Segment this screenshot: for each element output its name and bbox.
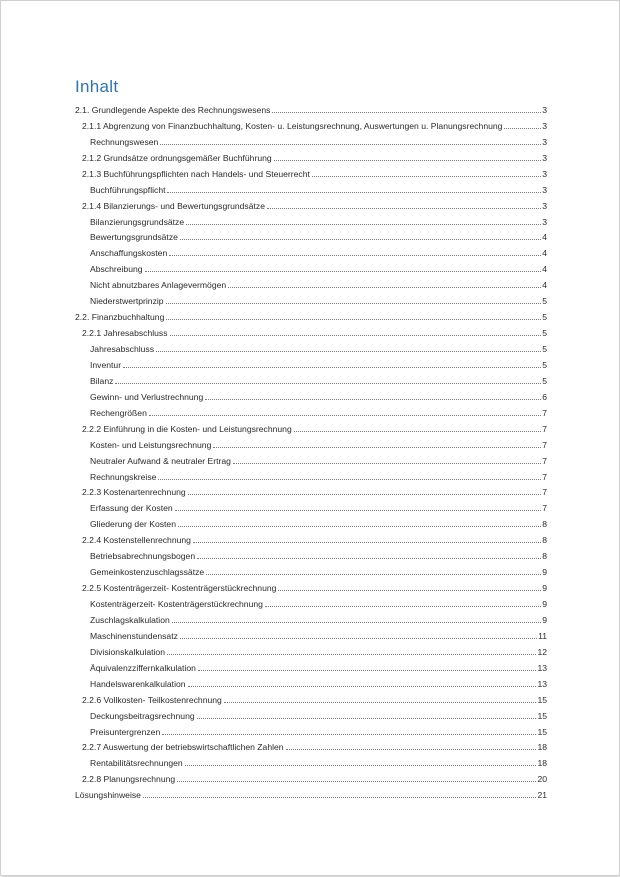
toc-entry-label: Erfassung der Kosten: [90, 503, 173, 514]
dot-leader: [167, 192, 541, 193]
toc-entry-label: 2.2.8 Planungsrechnung: [82, 774, 176, 785]
toc-entry-label: Jahresabschluss: [90, 344, 155, 354]
dot-leader: [267, 208, 541, 209]
toc-entry-page-number: 4: [542, 280, 547, 291]
dot-leader: [162, 734, 536, 735]
toc-entry-label: 2.1.4 Bilanzierungs- und Bewertungsgrundsätze: [82, 200, 265, 211]
toc-entry-label: 2.2. Finanzbuchhaltung: [75, 312, 165, 323]
toc-entry-page-number: 8: [542, 519, 547, 530]
dot-leader: [169, 255, 541, 256]
dot-leader: [175, 510, 542, 511]
dot-leader: [158, 479, 541, 480]
dot-leader: [178, 526, 541, 527]
dot-leader: [149, 415, 541, 416]
toc-entry-page-number: 9: [542, 599, 547, 609]
toc-entry-page-number: 3: [542, 104, 547, 115]
toc-entry-page-number: 15: [537, 694, 547, 705]
toc-entry-label: Kostenträgerzeit- Kostenträgerstückrechnung: [90, 599, 263, 609]
toc-entry[interactable]: [75, 705, 547, 721]
dot-leader: [272, 112, 541, 113]
toc-entry-label: 2.2.6 Vollkosten- Teilkostenrechnung: [82, 694, 222, 705]
toc-entry[interactable]: [75, 529, 547, 545]
toc-entry[interactable]: [75, 274, 547, 290]
toc-entry-page-number: 4: [542, 248, 547, 259]
dot-leader: [170, 335, 542, 336]
dot-leader: [294, 431, 541, 432]
dot-leader: [185, 765, 537, 766]
toc-entry-label: Handelswarenkalkulation: [90, 678, 186, 689]
toc-entry[interactable]: [75, 386, 547, 402]
toc-entry-page-number: 5: [542, 312, 547, 323]
toc-entry-page-number: 21: [537, 790, 547, 801]
toc-entry[interactable]: [75, 768, 547, 784]
toc-entry[interactable]: [75, 784, 547, 800]
toc-entry-page-number: 5: [542, 359, 547, 370]
toc-entry-page-number: 7: [542, 503, 547, 514]
toc-entry[interactable]: [75, 593, 547, 609]
toc-entry[interactable]: [75, 227, 547, 243]
dot-leader: [180, 638, 537, 639]
dot-leader: [160, 144, 541, 145]
toc-entry[interactable]: [75, 561, 547, 577]
toc-entry-page-number: 7: [542, 439, 547, 450]
toc-entry-page-number: 6: [542, 391, 547, 402]
toc-entry-page-number: 4: [542, 232, 547, 243]
toc-entry-label: Zuschlagskalkulation: [90, 614, 170, 625]
toc-entry-label: 2.2.4 Kostenstellenrechnung: [82, 535, 191, 546]
toc-entry[interactable]: [75, 306, 547, 322]
toc-entry[interactable]: [75, 497, 547, 513]
toc-entry-label: Rechnungswesen: [90, 136, 159, 147]
toc-entry[interactable]: [75, 211, 547, 227]
toc-entry[interactable]: [75, 625, 547, 641]
toc-entry[interactable]: [75, 609, 547, 625]
toc-entry-label: Rechnungskreise: [90, 471, 157, 482]
toc-entry-label: Gliederung der Kosten: [90, 519, 176, 530]
toc-entry-label: Gemeinkostenzuschlagssätze: [90, 567, 205, 578]
toc-entry-label: Bilanz: [90, 375, 114, 386]
toc-entry-page-number: 7: [542, 455, 547, 466]
toc-entry[interactable]: [75, 737, 547, 753]
toc-entry-page-number: 3: [542, 168, 547, 179]
toc-entry-page-number: 5: [542, 328, 547, 339]
toc-entry-label: Buchführungspflicht: [90, 184, 166, 195]
toc-entry[interactable]: [75, 721, 547, 737]
dot-leader: [312, 176, 541, 177]
toc-entry-page-number: 9: [542, 567, 547, 578]
toc-entry[interactable]: [75, 752, 547, 768]
dot-leader: [156, 351, 541, 352]
toc-entry-page-number: 3: [542, 136, 547, 147]
toc-entry-page-number: 13: [537, 678, 547, 689]
dot-leader: [172, 622, 541, 623]
toc-entry-label: Äquivalenzziffernkalkulation: [90, 662, 196, 673]
toc-entry-label: Bilanzierungsgrundsätze: [90, 216, 185, 227]
toc-entry-page-number: 15: [537, 710, 547, 721]
toc-entry[interactable]: [75, 195, 547, 211]
dot-leader: [224, 702, 537, 703]
dot-leader: [167, 654, 536, 655]
toc-entry-page-number: 18: [537, 758, 547, 769]
toc-entry-label: 2.2.7 Auswertung der betriebswirtschaftlichen Zahlen: [82, 742, 284, 753]
toc-entry-label: Lösungshinweise: [75, 790, 141, 801]
dot-leader: [205, 399, 541, 400]
dot-leader: [197, 558, 541, 559]
toc-entry-label: Gewinn- und Verlustrechnung: [90, 391, 204, 402]
dot-leader: [188, 686, 537, 687]
toc-entry-label: 2.2.2 Einführung in die Kosten- und Leistungsrechnung: [82, 423, 292, 434]
toc-entry-page-number: 7: [542, 423, 547, 434]
toc-entry-label: Rechengrößen: [90, 407, 147, 418]
toc-entry-page-number: 3: [542, 216, 547, 227]
toc-entry[interactable]: [75, 131, 547, 147]
toc-entry-label: 2.2.3 Kostenartenrechnung: [82, 487, 186, 498]
dot-leader: [504, 128, 541, 129]
toc-entry-page-number: 5: [542, 375, 547, 386]
toc-entry[interactable]: [75, 513, 547, 529]
toc-entry[interactable]: [75, 290, 547, 306]
toc-entry[interactable]: [75, 482, 547, 498]
dot-leader: [177, 781, 536, 782]
dot-leader: [166, 319, 541, 320]
toc-entry-page-number: 3: [542, 120, 547, 131]
dot-leader: [186, 224, 541, 225]
toc-entry-label: 2.1.1 Abgrenzung von Finanzbuchhaltung, Kosten- u. Leistungsrechnung, Auswertungen u. Planungsrechnung: [82, 120, 503, 131]
toc-entry[interactable]: [75, 641, 547, 657]
dot-leader: [198, 670, 537, 671]
toc-entry-page-number: 20: [537, 774, 547, 785]
toc-entry-label: Divisionskalkulation: [90, 646, 165, 657]
toc-entry-label: Maschinenstundensatz: [90, 630, 178, 641]
dot-leader: [228, 287, 541, 288]
toc-entry-page-number: 7: [542, 407, 547, 418]
toc-entry[interactable]: [75, 689, 547, 705]
dot-leader: [193, 542, 541, 543]
toc-entry-page-number: 5: [542, 344, 547, 354]
toc-entry-label: Betriebsabrechnungsbogen: [90, 551, 196, 562]
dot-leader: [188, 494, 542, 495]
toc-entry-page-number: 7: [542, 471, 547, 482]
toc-entry[interactable]: [75, 354, 547, 370]
toc-entry-label: 2.1.3 Buchführungspflichten nach Handels- und Steuerrecht: [82, 168, 310, 179]
toc-entry[interactable]: [75, 242, 547, 258]
toc-entry[interactable]: [75, 258, 547, 274]
toc-entry-page-number: 5: [542, 296, 547, 307]
dot-leader: [166, 303, 542, 304]
toc-entry-label: Anschaffungskosten: [90, 248, 168, 259]
toc-entry-page-number: 11: [538, 630, 547, 641]
toc-entry[interactable]: [75, 115, 547, 131]
toc-entry-page-number: 9: [542, 614, 547, 625]
table-of-contents: [75, 99, 547, 800]
toc-entry-page-number: 18: [537, 742, 547, 753]
toc-entry-page-number: 4: [542, 264, 547, 275]
dot-leader: [233, 463, 541, 464]
toc-entry-page-number: 8: [542, 551, 547, 562]
dot-leader: [206, 574, 541, 575]
toc-entry[interactable]: [75, 163, 547, 179]
toc-entry-label: Abschreibung: [90, 264, 143, 275]
toc-entry-label: Neutraler Aufwand & neutraler Ertrag: [90, 455, 231, 466]
toc-entry-label: Deckungsbeitragsrechnung: [90, 710, 195, 721]
toc-entry[interactable]: [75, 418, 547, 434]
toc-entry-page-number: 13: [537, 662, 547, 673]
toc-entry-page-number: 3: [542, 184, 547, 195]
toc-entry-label: Niederstwertprinzip: [90, 296, 164, 307]
toc-entry[interactable]: [75, 657, 547, 673]
toc-entry[interactable]: [75, 179, 547, 195]
dot-leader: [213, 447, 541, 448]
toc-title: Inhalt: [75, 77, 119, 96]
dot-leader: [274, 160, 542, 161]
toc-entry-page-number: 3: [542, 200, 547, 211]
dot-leader: [180, 239, 541, 240]
toc-entry[interactable]: [75, 322, 547, 338]
toc-entry[interactable]: [75, 577, 547, 593]
dot-leader: [265, 606, 541, 607]
toc-entry[interactable]: [75, 338, 547, 354]
toc-entry-label: Preisuntergrenzen: [90, 726, 161, 737]
dot-leader: [123, 367, 541, 368]
toc-entry-label: Bewertungsgrundsätze: [90, 232, 178, 243]
toc-entry-label: Kosten- und Leistungsrechnung: [90, 439, 212, 450]
toc-entry-label: 2.1. Grundlegende Aspekte des Rechnungswesens: [75, 104, 271, 115]
dot-leader: [145, 271, 542, 272]
dot-leader: [286, 749, 537, 750]
toc-entry[interactable]: [75, 370, 547, 386]
toc-entry-page-number: 3: [542, 152, 547, 163]
toc-entry[interactable]: [75, 147, 547, 163]
toc-entry-page-number: 12: [537, 646, 547, 657]
toc-entry[interactable]: [75, 434, 547, 450]
dot-leader: [115, 383, 541, 384]
toc-entry-page-number: 9: [542, 583, 547, 594]
toc-entry-label: Nicht abnutzbares Anlagevermögen: [90, 280, 227, 291]
toc-entry[interactable]: [75, 99, 547, 115]
toc-entry-label: 2.1.2 Grundsätze ordnungsgemäßer Buchführung: [82, 152, 272, 163]
dot-leader: [278, 590, 541, 591]
toc-entry-label: Inventur: [90, 359, 122, 370]
toc-entry-label: Rentabilitätsrechnungen: [90, 758, 183, 769]
toc-entry-page-number: 8: [542, 535, 547, 546]
toc-entry[interactable]: [75, 545, 547, 561]
toc-entry[interactable]: [75, 450, 547, 466]
toc-entry-page-number: 7: [542, 487, 547, 498]
toc-entry-page-number: 15: [537, 726, 547, 737]
dot-leader: [197, 718, 537, 719]
toc-entry[interactable]: [75, 402, 547, 418]
toc-entry-label: 2.2.1 Jahresabschluss: [82, 328, 168, 339]
dot-leader: [143, 797, 537, 798]
toc-entry-label: 2.2.5 Kostenträgerzeit- Kostenträgerstückrechnung: [82, 583, 277, 594]
toc-entry[interactable]: [75, 673, 547, 689]
toc-entry[interactable]: [75, 466, 547, 482]
